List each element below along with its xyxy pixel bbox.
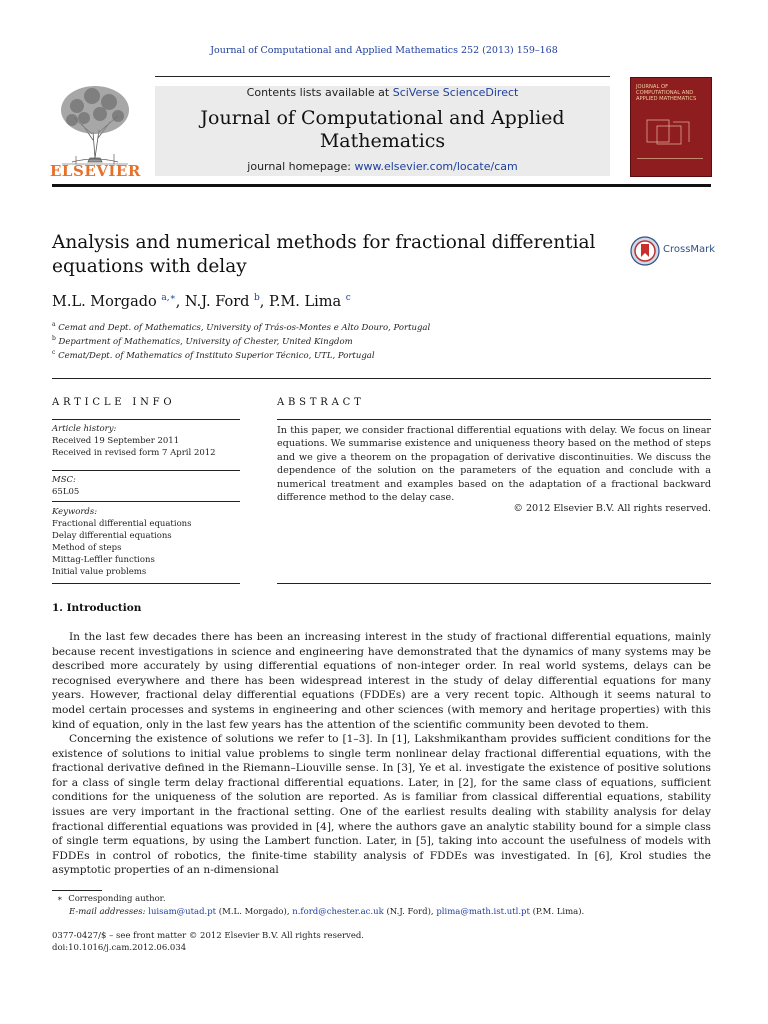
email-link[interactable]: n.ford@chester.ac.uk [292, 907, 384, 917]
keyword: Initial value problems [52, 567, 147, 577]
affiliation-text: Cemat and Dept. of Mathematics, University of Trás-os-Montes e Alto Douro, Portugal [58, 322, 431, 333]
crossmark-label: CrossMark [663, 244, 716, 255]
author-affiliation-mark[interactable]: a,∗ [161, 293, 176, 303]
elsevier-wordmark: ELSEVIER [50, 162, 141, 180]
corresponding-author-note [57, 894, 166, 904]
article-info-heading: ARTICLE INFO [52, 397, 176, 408]
author-name: P.M. Lima [269, 293, 342, 310]
author-affiliation-mark[interactable]: b [254, 293, 260, 303]
author-name: M.L. Morgado [52, 293, 157, 310]
author-name: N.J. Ford [184, 293, 250, 310]
affiliation-c [52, 349, 375, 361]
journal-title [155, 107, 610, 153]
msc-code: 65L05 [52, 487, 80, 497]
abstract-copyright: © 2012 Elsevier B.V. All rights reserved. [513, 503, 711, 514]
author-list [52, 293, 351, 310]
author-separator: , [259, 293, 270, 310]
homepage-prefix: journal homepage: [247, 160, 355, 173]
affiliation-text: Department of Mathematics, University of Chester, United Kingdom [58, 336, 353, 347]
journal-citation-link[interactable]: Journal of Computational and Applied Mathematics 252 (2013) 159–168 [210, 45, 558, 56]
article-history-label: Article history: [52, 424, 117, 434]
abstract-heading: ABSTRACT [277, 397, 365, 408]
email-label: E-mail addresses: [69, 907, 146, 917]
affiliation-text: Cemat/Dept. of Mathematics of Instituto Superior Técnico, UTL, Portugal [58, 350, 375, 361]
email-link[interactable]: luisam@utad.pt [148, 907, 217, 917]
abstract-rule [277, 583, 711, 584]
email-link[interactable]: plima@math.ist.utl.pt [436, 907, 530, 917]
journal-title-line2: Mathematics [319, 130, 446, 152]
msc-label: MSC: [52, 475, 76, 485]
affiliation-mark: b [52, 335, 56, 342]
affiliation-b [52, 335, 353, 347]
contents-prefix: Contents lists available at [246, 86, 393, 99]
footnote-rule [52, 890, 102, 891]
email-owner: (P.M. Lima). [529, 907, 585, 917]
keyword: Delay differential equations [52, 531, 172, 541]
article-title-line1: Analysis and numerical methods for fractional differential [52, 232, 596, 253]
contents-available-line [155, 86, 610, 99]
revised-date: Received in revised form 7 April 2012 [52, 448, 216, 458]
author-affiliation-mark[interactable]: c [345, 293, 351, 303]
corresponding-author-text: Corresponding author. [68, 894, 166, 904]
cover-emblem-icon [645, 118, 695, 152]
footnote-star: ∗ [57, 894, 63, 904]
journal-homepage-link[interactable]: www.elsevier.com/locate/cam [354, 160, 518, 173]
article-info-rule [52, 583, 240, 584]
crossmark-icon [630, 236, 660, 266]
cover-rule [637, 158, 703, 159]
sciencedirect-link[interactable]: SciVerse ScienceDirect [392, 86, 519, 99]
article-info-rule [52, 419, 240, 420]
author-separator: , [175, 293, 185, 310]
received-date: Received 19 September 2011 [52, 436, 180, 446]
crossmark-badge[interactable] [630, 236, 716, 264]
header-top-rule [155, 76, 610, 77]
keyword: Fractional differential equations [52, 519, 192, 529]
email-owner: (M.L. Morgado), [216, 907, 293, 917]
cover-title: JOURNAL OF COMPUTATIONAL AND APPLIED MATHEMATICS [636, 84, 697, 102]
journal-title-line1: Journal of Computational and Applied [200, 107, 565, 129]
article-title-line2: equations with delay [52, 256, 247, 277]
header-bottom-rule [52, 184, 711, 187]
doi-link[interactable]: doi:10.1016/j.cam.2012.06.034 [52, 943, 187, 953]
abstract-rule [277, 419, 711, 420]
front-matter-note: 0377-0427/$ – see front matter © 2012 Elsevier B.V. All rights reserved. [52, 931, 365, 941]
journal-homepage-line [155, 160, 610, 173]
affiliation-a [52, 321, 430, 333]
journal-cover-thumbnail[interactable] [630, 77, 712, 177]
intro-paragraph-2: Concerning the existence of solutions we refer to [1–3]. In [1], Lakshmikantham provides sufficient conditions for the existence of solutions to initial value problems to single term nonlinear delay fractional differential equations, with the fractional derivative defined in the Riemann–Liouville sense. In [3], Ye et al. investigate the existence of positive solutions for a class of single term delay fractional differential equations. Later, in [2], for the same class of equations, sufficient conditions for the uniqueness of the solution are reported. As is familiar from classical differential equations, stability issues are very important in the fractional setting. One of the earliest results dealing with stability analysis for delay fractional differential equations was provided in [4], where the authors gave an analytic stability bound for a simple class of single term equations, by using the Lambert function. Later, in [5], taking into account the usefulness of models with FDDEs in control of robotics, the finite-time stability analysis of FDDEs was investigated. In [6], Krol studies the asymptotic properties of an n-dimensional [52, 733, 711, 877]
article-info-rule [52, 501, 240, 502]
keyword: Mittag-Leffler functions [52, 555, 155, 565]
front-matter-rule [52, 378, 711, 379]
intro-paragraph-1: In the last few decades there has been an increasing interest in the study of fractional differential equations, mainly because recent investigations in science and engineering have demonstrated that the dynamics of many systems may be described more accurately by using differential equations of non-integer order. In real world systems, delays can be recognised everywhere and there has been widespread interest in the study of delay differential equations for many years. However, fractional delay differential equations (FDDEs) are a very recent topic. Although it seems natural to model certain processes and systems in engineering and other sciences (with memory and heritage properties) with this kind of equation, only in the last few years has the attention of the scientific community been devoted to them. [52, 631, 711, 731]
affiliation-mark: a [52, 321, 56, 328]
introduction-heading: 1. Introduction [52, 602, 142, 614]
email-addresses-note [69, 907, 584, 917]
keyword: Method of steps [52, 543, 122, 553]
abstract-text: In this paper, we consider fractional differential equations with delay. We focus on linear equations. We summarise existence and uniqueness theory based on the method of steps and we give a theorem on the propagation of derivative discontinuities. We discuss the dependence of the solution on the parameters of the equation and conclude with a numerical treatment and examples based on the adaptation of a fractional backward difference method to the delay case. [277, 425, 711, 504]
affiliation-mark: c [52, 349, 56, 356]
article-info-rule [52, 470, 240, 471]
article-title [52, 231, 612, 279]
keywords-label: Keywords: [52, 507, 98, 517]
email-owner: (N.J. Ford), [383, 907, 437, 917]
